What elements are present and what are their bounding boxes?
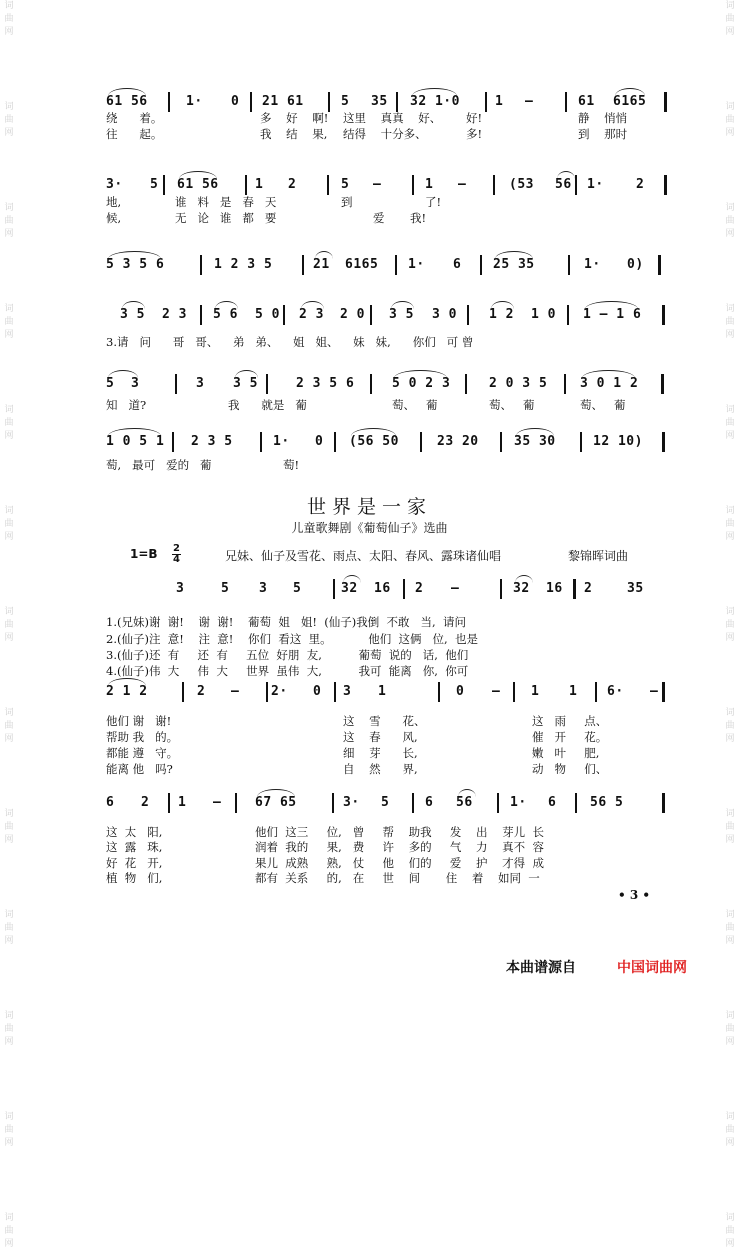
lyric-text: 这 太 阳, — [106, 825, 163, 839]
score-line — [0, 434, 739, 456]
slur-mark — [585, 301, 638, 309]
note-group: 0 — [231, 94, 240, 109]
note-group: 5 — [221, 581, 230, 596]
song-title: 世界是一家 — [306, 496, 432, 518]
slur-mark — [235, 370, 258, 378]
slur-mark — [108, 88, 146, 96]
bar-line — [575, 175, 577, 195]
bar-line — [403, 579, 405, 599]
note-group: 2· — [271, 684, 288, 699]
note-group: 5 3 — [106, 376, 140, 391]
note-group: 3 — [196, 376, 205, 391]
note-group: 2 — [197, 684, 206, 699]
note-group: (56 50 — [349, 434, 399, 449]
watermark-mark: 词 曲 网 — [4, 1, 14, 37]
note-group: 1 – 1 6 — [583, 307, 642, 322]
note-group: 0 — [313, 684, 322, 699]
bar-line — [250, 92, 252, 112]
note-group: 6 — [106, 795, 115, 810]
note-group: 1 — [378, 684, 387, 699]
lyric-text: 萄, 最可 爱的 葡 — [106, 458, 212, 472]
note-group: 0 — [315, 434, 324, 449]
watermark-mark: 词 曲 网 — [4, 405, 14, 441]
watermark-mark: 词 曲 网 — [4, 1112, 14, 1148]
lyric-text: 到 — [341, 195, 353, 209]
bar-line — [662, 793, 665, 813]
slur-mark — [108, 251, 161, 259]
bar-line — [245, 175, 247, 195]
watermark-mark: 词 曲 网 — [4, 607, 14, 643]
note-group: – — [525, 94, 534, 109]
bar-line — [595, 682, 597, 702]
watermark-mark: 词 曲 网 — [725, 304, 735, 340]
watermark-mark: 词 曲 网 — [725, 102, 735, 138]
note-group: 5 — [150, 177, 159, 192]
bar-line — [168, 793, 170, 813]
lyric-text: 爱 — [373, 211, 385, 225]
note-group: 6165 — [613, 94, 647, 109]
note-group: 32 — [513, 581, 530, 596]
score-line — [0, 376, 739, 398]
lyric-text: 2.(仙子)注 意! 注 意! 你们 看这 里。 他们 这俩 位, 也是 — [106, 632, 478, 646]
lyric-text: 这 露 珠, — [106, 840, 163, 854]
lyric-text: 知 道? — [106, 398, 147, 412]
note-group: 0) — [627, 257, 644, 272]
note-group: 67 65 — [255, 795, 297, 810]
slur-mark — [615, 88, 645, 96]
bar-line — [332, 793, 334, 813]
note-group: 61 56 — [106, 94, 148, 109]
score-line — [0, 257, 739, 279]
slur-mark — [351, 428, 396, 436]
bar-line — [662, 305, 665, 325]
watermark-mark: 词 曲 网 — [725, 405, 735, 441]
bar-line — [664, 175, 667, 195]
bar-line — [568, 255, 570, 275]
watermark-mark: 词 曲 网 — [725, 708, 735, 744]
slur-mark — [108, 370, 138, 378]
note-group: 32 1·0 — [410, 94, 460, 109]
bar-line — [200, 255, 202, 275]
note-group: 5 — [341, 94, 350, 109]
note-group: 3 5 — [389, 307, 414, 322]
lyric-text: 都能 遵 守。 — [106, 746, 179, 760]
bar-line — [395, 255, 397, 275]
note-group: 2 — [584, 581, 593, 596]
note-group: 2 3 — [162, 307, 187, 322]
performers: 兄妹、仙子及雪花、雨点、太阳、春风、露珠诸仙唱 — [225, 549, 502, 563]
watermark-mark: 词 曲 网 — [4, 102, 14, 138]
note-group: (53 — [509, 177, 534, 192]
note-group: 1· — [587, 177, 604, 192]
slur-mark — [215, 301, 238, 309]
bar-line — [235, 793, 237, 813]
bar-line — [370, 374, 372, 394]
slur-mark — [122, 301, 145, 309]
note-group: 5 — [381, 795, 390, 810]
bar-line — [163, 175, 165, 195]
note-group: 5 0 — [255, 307, 280, 322]
slur-mark — [179, 171, 217, 179]
lyric-text: 萄、 葡 — [580, 398, 626, 412]
note-group: 56 5 — [590, 795, 624, 810]
lyric-text: 嫩 叶 肥, — [532, 746, 600, 760]
lyric-text: 这 春 风, — [343, 730, 418, 744]
note-group: 3· — [106, 177, 123, 192]
bar-line — [513, 682, 515, 702]
note-group: 2 — [288, 177, 297, 192]
note-group: 1· — [408, 257, 425, 272]
note-group: 1 — [178, 795, 187, 810]
note-group: 56 — [555, 177, 572, 192]
note-group: 1· — [510, 795, 527, 810]
note-group: 1 0 5 1 — [106, 434, 165, 449]
slur-mark — [301, 301, 324, 309]
bar-line — [500, 579, 502, 599]
slur-mark — [516, 428, 554, 436]
note-group: 1 — [569, 684, 578, 699]
bar-line — [662, 682, 665, 702]
note-group: 2 — [415, 581, 424, 596]
lyric-text: 细 芽 长, — [343, 746, 418, 760]
note-group: – — [373, 177, 382, 192]
watermark-mark: 词 曲 网 — [725, 1, 735, 37]
note-group: 35 — [627, 581, 644, 596]
slur-mark — [582, 370, 635, 378]
lyric-text: 静 悄悄 — [578, 111, 628, 125]
bar-line — [175, 374, 177, 394]
lyric-text: 帮助 我 的。 — [106, 730, 179, 744]
lyric-text: 我 结 果, — [260, 127, 328, 141]
watermark-mark: 词 曲 网 — [4, 1011, 14, 1047]
watermark-mark: 词 曲 网 — [4, 1213, 14, 1249]
credit: 黎锦晖词曲 — [568, 549, 629, 563]
note-group: 0 — [456, 684, 465, 699]
watermark-mark: 词 曲 网 — [725, 809, 735, 845]
bar-line — [662, 432, 665, 452]
note-group: 3 5 — [120, 307, 145, 322]
bar-line — [412, 793, 414, 813]
bar-line — [661, 374, 664, 394]
bar-line — [480, 255, 482, 275]
slur-mark — [495, 251, 533, 259]
bar-line — [266, 374, 268, 394]
lyric-text: 4.(仙子)伟 大 伟 大 世界 虽伟 大, 我可 能离 你, 你可 — [106, 664, 469, 678]
lyric-text: 萄、 葡 — [392, 398, 438, 412]
note-group: 6· — [607, 684, 624, 699]
note-group: – — [458, 177, 467, 192]
note-group: 3 0 1 2 — [580, 376, 639, 391]
note-group: 6 — [548, 795, 557, 810]
note-group: – — [492, 684, 501, 699]
lyric-text: 我! — [410, 211, 427, 225]
slur-mark — [491, 301, 514, 309]
lyric-text: 润着 我的 果, 费 许 多的 气 力 真不 容 — [255, 840, 544, 854]
bar-line — [283, 305, 285, 325]
note-group: 21 61 — [262, 94, 304, 109]
bar-line — [567, 305, 569, 325]
lyric-text: 候, — [106, 211, 122, 225]
lyric-text: 好 花 开, — [106, 856, 163, 870]
watermark-mark: 词 曲 网 — [4, 203, 14, 239]
note-group: 2 3 — [299, 307, 324, 322]
lyric-text: 催 开 花。 — [532, 730, 608, 744]
lyric-text: 多! — [466, 127, 483, 141]
lyric-text: 了! — [425, 195, 442, 209]
watermark-mark: 词 曲 网 — [725, 1011, 735, 1047]
note-group: 16 — [546, 581, 563, 596]
watermark-mark: 词 曲 网 — [725, 203, 735, 239]
lyric-text: 谁 料 是 春 天 — [175, 195, 277, 209]
lyric-text: 绕 着。 — [106, 111, 163, 125]
note-group: 3 — [343, 684, 352, 699]
note-group: 16 — [374, 581, 391, 596]
lyric-text: 动 物 们、 — [532, 762, 608, 776]
note-group: 1 — [425, 177, 434, 192]
lyric-text: 1.(兄妹)谢 谢! 谢 谢! 葡萄 姐 姐! (仙子)我倒 不敢 当, 请问 — [106, 615, 466, 629]
watermark-mark: 词 曲 网 — [725, 1112, 735, 1148]
note-group: 1 — [255, 177, 264, 192]
bar-line — [266, 682, 268, 702]
note-group: 2 0 3 5 — [489, 376, 548, 391]
lyric-text: 往 起。 — [106, 127, 163, 141]
bar-line — [200, 305, 202, 325]
note-group: 61 56 — [177, 177, 219, 192]
lyric-text: 能离 他 吗? — [106, 762, 173, 776]
bar-line — [168, 92, 170, 112]
slur-mark — [391, 301, 414, 309]
slur-mark — [458, 789, 476, 797]
meter-top: 2 — [173, 543, 180, 554]
note-group: 3 — [176, 581, 185, 596]
note-group: 32 — [341, 581, 358, 596]
watermark-mark: 词 曲 网 — [725, 607, 735, 643]
bar-line — [575, 793, 577, 813]
lyric-text: 无 论 谁 都 要 — [175, 211, 277, 225]
note-group: – — [451, 581, 460, 596]
note-group: 35 — [371, 94, 388, 109]
score-line — [0, 581, 739, 603]
slur-mark — [108, 428, 161, 436]
watermark-mark: 词 曲 网 — [4, 708, 14, 744]
score-line — [0, 307, 739, 329]
lyric-text: 地, — [106, 195, 122, 209]
lyric-text: 3.(仙子)还 有 还 有 五位 好朋 友, 葡萄 说的 话, 他们 — [106, 648, 469, 662]
note-group: 3 0 — [432, 307, 457, 322]
lyric-text: 他们 谢 谢! — [106, 714, 172, 728]
lyric-text: 自 然 界, — [343, 762, 418, 776]
slur-mark — [257, 789, 295, 797]
lyric-text: 这 雪 花、 — [343, 714, 426, 728]
song-subtitle: 儿童歌舞剧《葡萄仙子》选曲 — [291, 521, 448, 535]
note-group: 2 3 5 6 — [296, 376, 355, 391]
note-group: 2 — [636, 177, 645, 192]
bar-line — [664, 92, 667, 112]
note-group: 5 — [293, 581, 302, 596]
footer-source: 本曲谱源自 — [506, 960, 576, 976]
note-group: 21 — [313, 257, 330, 272]
bar-line — [302, 255, 304, 275]
lyric-text: 萄! — [283, 458, 300, 472]
note-group: 1 — [495, 94, 504, 109]
note-group: 2 3 5 — [191, 434, 233, 449]
note-group: – — [213, 795, 222, 810]
bar-line — [485, 92, 487, 112]
bar-line — [467, 305, 469, 325]
lyric-text: 果儿 成熟 熟, 仗 他 们的 爱 护 才得 成 — [255, 856, 544, 870]
lyric-text: 植 物 们, — [106, 871, 163, 885]
score-line — [0, 795, 739, 817]
note-group: 2 — [141, 795, 150, 810]
bar-line — [172, 432, 174, 452]
note-group: 6165 — [345, 257, 379, 272]
note-group: 25 35 — [493, 257, 535, 272]
lyric-text: 到 那时 — [578, 127, 628, 141]
watermark-mark: 词 曲 网 — [4, 506, 14, 542]
lyric-text: 这里 真真 好、 — [343, 111, 442, 125]
bar-line — [658, 255, 661, 275]
slur-mark — [108, 678, 146, 686]
note-group: 1 — [531, 684, 540, 699]
note-group: 1· — [186, 94, 203, 109]
bar-line — [420, 432, 422, 452]
note-group: 5 6 — [213, 307, 238, 322]
note-group: 56 — [456, 795, 473, 810]
note-group: 2 1 2 — [106, 684, 148, 699]
bar-line — [328, 92, 330, 112]
note-group: 6 — [425, 795, 434, 810]
slur-mark — [343, 575, 361, 583]
meter-bottom: 4 — [173, 554, 180, 565]
bar-line — [573, 579, 576, 599]
watermark-mark: 词 曲 网 — [4, 304, 14, 340]
note-group: 5 3 5 6 — [106, 257, 165, 272]
note-group: – — [231, 684, 240, 699]
note-group: 1 2 3 5 — [214, 257, 273, 272]
bar-line — [334, 432, 336, 452]
page-number: • 3 • — [618, 888, 651, 902]
lyric-text: 都有 关系 的, 在 世 间 住 着 如同 一 — [255, 871, 540, 885]
time-signature — [172, 544, 181, 565]
bar-line — [500, 432, 502, 452]
score-line — [0, 684, 739, 706]
watermark-mark: 词 曲 网 — [725, 1213, 735, 1249]
note-group: 3 5 — [233, 376, 258, 391]
note-group: 1 0 — [531, 307, 556, 322]
bar-line — [333, 579, 335, 599]
watermark-mark: 词 曲 网 — [725, 506, 735, 542]
note-group: 5 — [341, 177, 350, 192]
bar-line — [438, 682, 440, 702]
lyric-text: 他们 这三 位, 曾 帮 助我 发 出 芽儿 长 — [255, 825, 544, 839]
watermark-mark: 词 曲 网 — [4, 910, 14, 946]
note-group: 23 20 — [437, 434, 479, 449]
lyric-text: 好! — [466, 111, 483, 125]
bar-line — [370, 305, 372, 325]
bar-line — [465, 374, 467, 394]
note-group: 61 — [578, 94, 595, 109]
note-group: 12 10) — [593, 434, 643, 449]
slur-mark — [394, 370, 447, 378]
note-group: 3· — [343, 795, 360, 810]
note-group: 6 — [453, 257, 462, 272]
lyric-text: 萄、 葡 — [489, 398, 535, 412]
lyric-text: 我 就是 葡 — [228, 398, 307, 412]
bar-line — [493, 175, 495, 195]
watermark-mark: 词 曲 网 — [4, 809, 14, 845]
slur-mark — [315, 251, 333, 259]
note-group: 1 2 — [489, 307, 514, 322]
lyric-text: 这 雨 点、 — [532, 714, 608, 728]
slur-mark — [412, 88, 457, 96]
key-signature: 1=B — [130, 547, 158, 561]
footer-brand-link[interactable]: 中国词曲网 — [617, 960, 687, 976]
bar-line — [412, 175, 414, 195]
bar-line — [580, 432, 582, 452]
note-group: – — [650, 684, 659, 699]
bar-line — [260, 432, 262, 452]
bar-line — [565, 92, 567, 112]
note-group: 5 0 2 3 — [392, 376, 451, 391]
lyric-text: 3.请 问 哥 哥、 弟 弟、 姐 姐、 妹 妹, 你们 可 曾 — [106, 335, 474, 349]
slur-mark — [515, 575, 533, 583]
note-group: 1· — [584, 257, 601, 272]
bar-line — [564, 374, 566, 394]
bar-line — [396, 92, 398, 112]
bar-line — [182, 682, 184, 702]
bar-line — [497, 793, 499, 813]
note-group: 2 0 — [340, 307, 365, 322]
lyric-text: 多 好 啊! — [260, 111, 329, 125]
lyric-text: 结得 十分多、 — [343, 127, 427, 141]
note-group: 1· — [273, 434, 290, 449]
bar-line — [327, 175, 329, 195]
watermark-mark: 词 曲 网 — [725, 910, 735, 946]
bar-line — [334, 682, 336, 702]
slur-mark — [557, 171, 575, 179]
note-group: 35 30 — [514, 434, 556, 449]
note-group: 3 — [259, 581, 268, 596]
